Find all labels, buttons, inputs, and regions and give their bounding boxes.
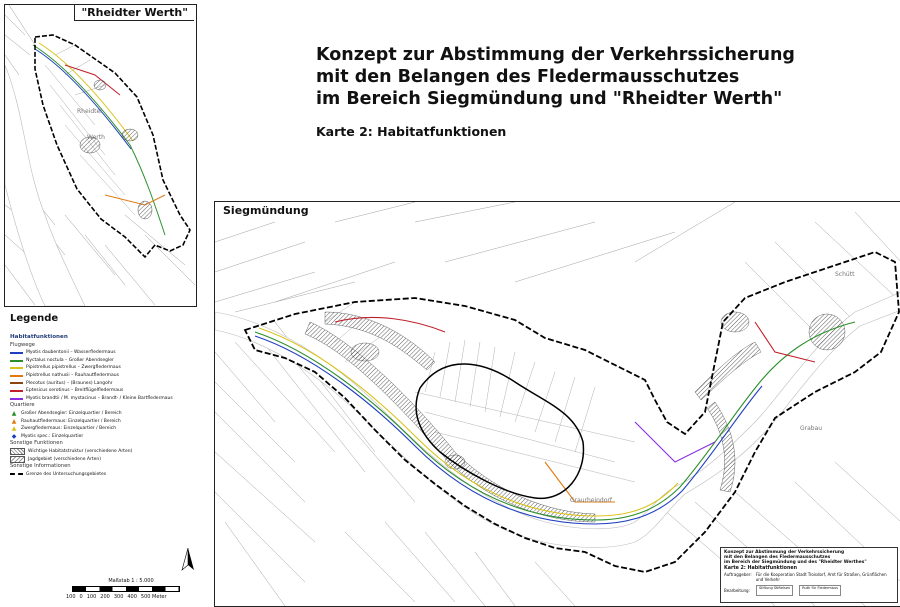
legend-item-habitatstruktur: Wichtige Habitatstruktur (verschiedene Arten) <box>10 448 210 456</box>
north-arrow-icon <box>180 548 196 574</box>
title-block <box>316 44 876 139</box>
legend-item-flugweg: Myotis daubentonii – Wasserfledermaus <box>10 349 210 357</box>
legend-item-quartier: ▲ Zwergfledermaus: Einzelquartier / Bereich <box>11 425 117 433</box>
legend-flugwege-list <box>10 349 210 402</box>
scale-label: Maßstab 1 : 5.000 <box>108 578 154 584</box>
hatch-swatch-icon <box>10 456 25 463</box>
legend-item-flugweg: Eptesicus serotinus – Breitflügelfledermaus <box>10 387 210 395</box>
title-line-3: im Bereich Siegmündung und "Rheidter Werth" <box>316 89 783 109</box>
legend-info-title: Sonstige Informationen <box>10 463 71 470</box>
legend-flugwege-title: Flugwege <box>10 341 35 348</box>
legend <box>10 313 210 478</box>
legend-item-flugweg: Pipistrellus nathusii – Rauhautfledermaus <box>10 372 210 380</box>
line-swatch-icon <box>10 360 23 362</box>
roost-marker-icon: ▲ <box>11 417 17 425</box>
place-label-schuett: Schütt <box>835 271 855 278</box>
legend-quartiere-list <box>10 410 210 440</box>
legend-item-boundary: Grenze des Untersuchungsgebietes <box>10 471 210 479</box>
dashed-boundary-icon <box>10 473 23 475</box>
info-title-line-3: im Bereich der Siegmündung und des "Rheidter Werthes" <box>724 560 867 565</box>
hatch-swatch-icon <box>10 448 25 455</box>
info-bearbeitung-label: Bearbeitung: <box>724 588 750 593</box>
roost-marker-icon: ▲ <box>11 425 17 433</box>
scale-tick-label: 400 <box>127 594 137 600</box>
legend-item-quartier: ▲ Rauhautfledermaus: Einzelquartier / Bereich <box>11 417 121 425</box>
inset-label-werth: Werth <box>87 134 105 141</box>
line-swatch-icon <box>10 367 23 369</box>
place-label-grabau: Grabau <box>800 425 823 432</box>
scale-tick-label: 0 <box>79 594 83 600</box>
legend-item-quartier: ◆ Myotis spec.: Einzelquartier <box>11 432 84 440</box>
inset-title: "Rheidter Werth" <box>74 5 194 21</box>
scale-tick-label: 100 <box>66 594 76 600</box>
map-subtitle: Karte 2: Habitatfunktionen <box>316 124 507 139</box>
legend-sonstige-title: Sonstige Funktionen <box>10 440 63 447</box>
inset-label-rheidter: Rheidter <box>77 108 103 115</box>
legend-item-flugweg: Plecotus (auritus) – (Braunes) Langohr <box>10 380 210 388</box>
line-swatch-icon <box>10 375 23 377</box>
main-map[interactable] <box>214 201 900 607</box>
scale-ticks <box>66 594 206 600</box>
scale-tick-label: 300 <box>113 594 124 600</box>
main-study-boundary <box>245 252 899 572</box>
inset-river <box>5 65 85 306</box>
legend-item-flugweg: Pipistrellus pipistrellus – Zwergfledermaus <box>10 364 210 372</box>
info-title-line-1: Konzept zur Abstimmung der Verkehrssicherung <box>724 550 845 555</box>
scale-bar-block <box>66 578 206 600</box>
inset-map-canvas <box>5 5 196 306</box>
inset-fields <box>45 45 135 215</box>
info-logos-row <box>724 585 894 596</box>
line-swatch-icon <box>10 382 23 384</box>
title-line-2: mit den Belangen des Fledermausschutzes <box>316 67 740 87</box>
info-auftraggeber-value: Für die Kooperation Stadt Troisdorf, Amt für Straßen, Grünflächen und Verkehr <box>755 572 887 582</box>
map-info-box <box>720 547 898 603</box>
scale-tick-label: 500 Meter <box>140 594 167 600</box>
main-map-canvas <box>215 202 900 606</box>
title-line-1: Konzept zur Abstimmung der Verkehrssicherung <box>316 45 795 65</box>
scale-tick-label: 200 <box>100 594 110 600</box>
scale-tick-label: 100 <box>86 594 97 600</box>
line-swatch-icon <box>10 352 23 354</box>
fledermaus-logo-icon: Ruth für Fledermaus <box>799 585 841 596</box>
legend-item-flugweg: Nyctalus noctula – Großer Abendsegler <box>10 357 210 365</box>
legend-item-jagdgebiet: Jagdgebiet (verschiedene Arten) <box>10 456 210 464</box>
legend-item-quartier: ▲ Großer Abendsegler: Einzelquartier / Bereich <box>11 409 122 417</box>
inset-study-boundary <box>35 35 190 257</box>
info-title-line-2: mit den Belangen des Fledermausschutzes <box>724 555 831 560</box>
legend-quartiere-title: Quartiere <box>10 402 35 409</box>
info-karte: Karte 2: Habitatfunktionen <box>724 566 798 571</box>
legend-item-flugweg: Myotis brandtii / M. mystacinus – Brandt- / Kleine Bartfledermaus <box>10 395 210 403</box>
main-map-title: Siegmündung <box>217 204 315 217</box>
line-swatch-icon <box>10 390 23 392</box>
scale-bar <box>72 586 180 592</box>
legend-section-habitat: Habitatfunktionen <box>10 334 68 340</box>
info-auftraggeber-label: Auftraggeber: <box>724 572 752 577</box>
inset-map[interactable] <box>4 4 197 307</box>
map-title <box>316 44 876 110</box>
roost-marker-icon: ◆ <box>11 432 17 440</box>
stiftung-logo-icon: Stiftung Stiftelsen <box>756 585 793 596</box>
info-auftraggeber-row <box>724 572 894 582</box>
place-label-graurheindorf: Graurheindorf <box>570 497 612 504</box>
line-swatch-icon <box>10 398 23 400</box>
roost-marker-icon: ▲ <box>11 409 17 417</box>
legend-title: Legende <box>10 313 59 324</box>
